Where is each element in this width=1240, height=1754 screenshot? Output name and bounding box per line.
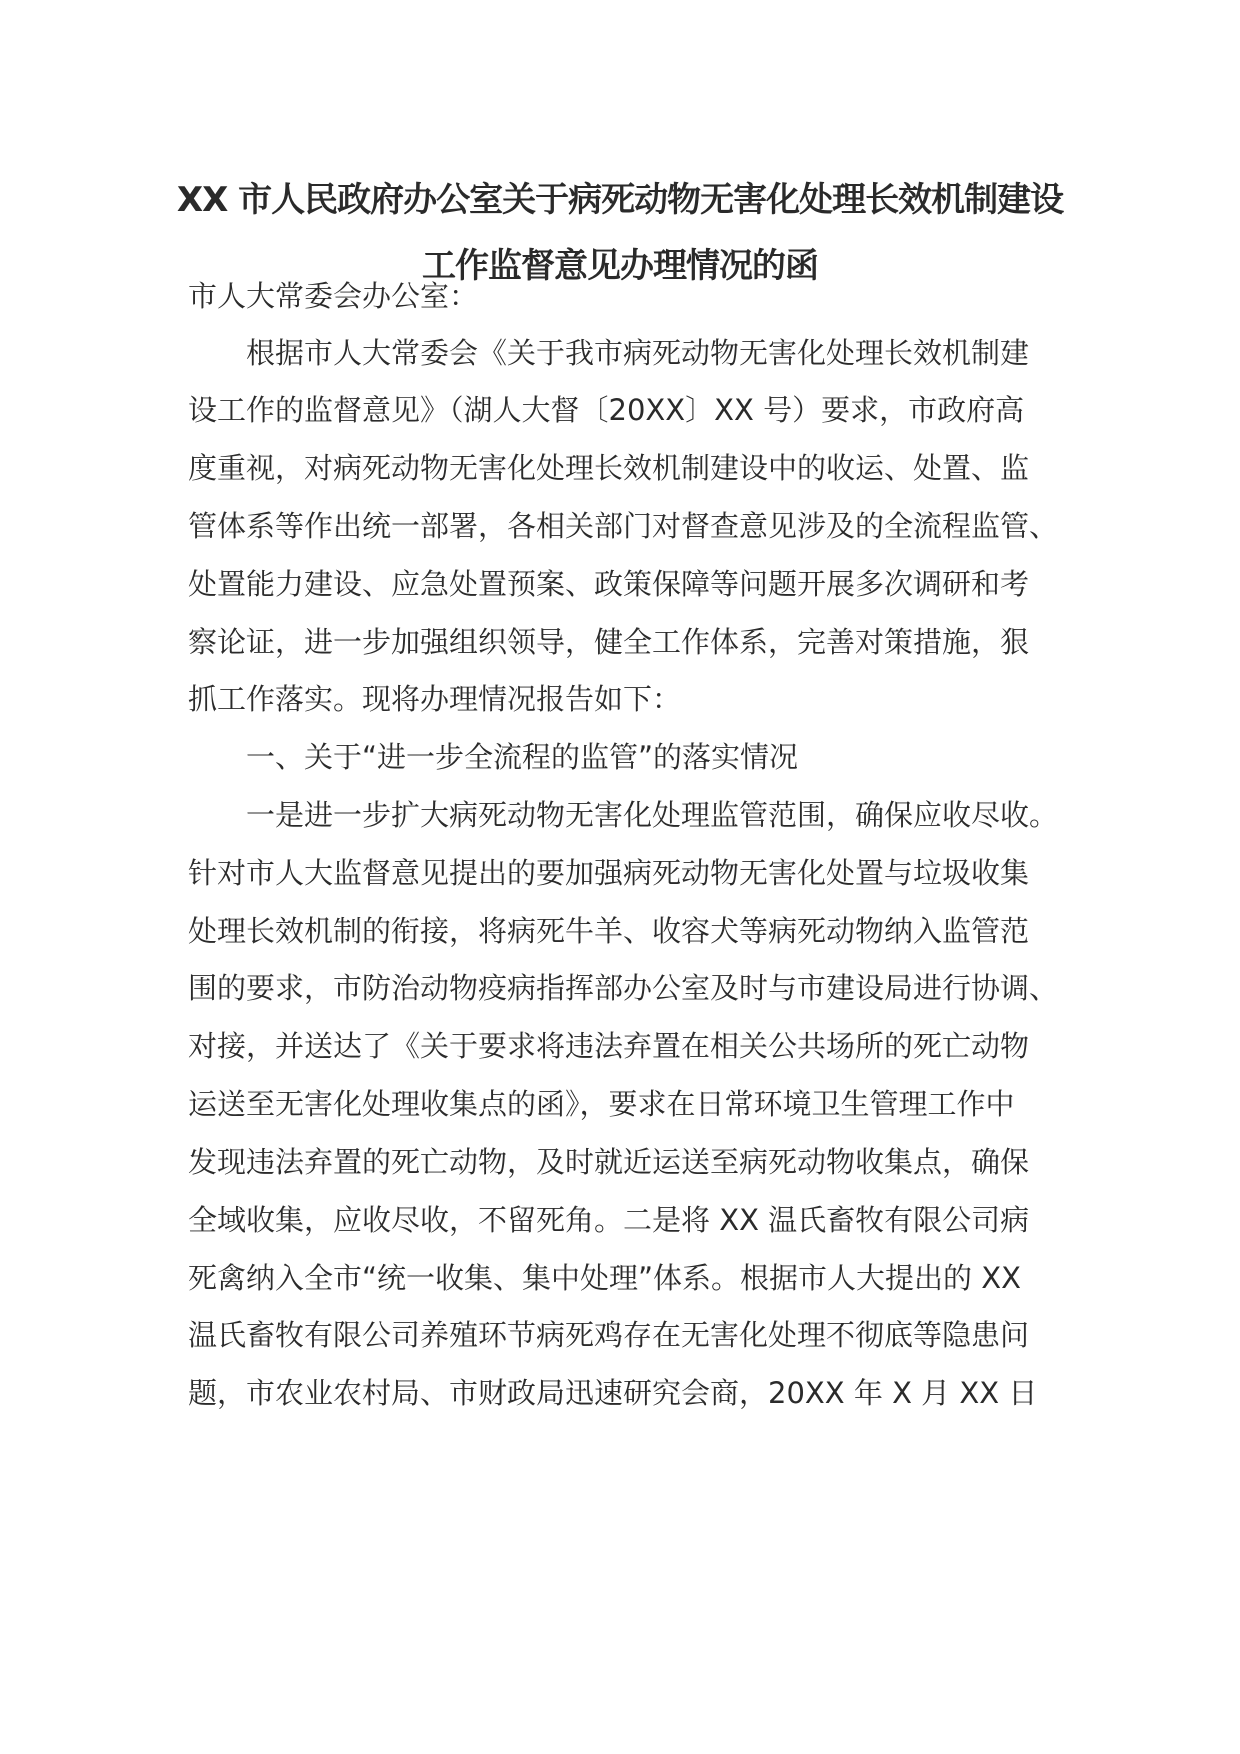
body-line: 度重视，对病死动物无害化处理长效机制建设中的收运、处置、监 bbox=[188, 451, 1030, 485]
document-title-line-2: 工作监督意见办理情况的函 bbox=[422, 246, 818, 286]
body-line: 发现违法弃置的死亡动物，及时就近运送至病死动物收集点，确保 bbox=[188, 1145, 1030, 1179]
body-line: 设工作的监督意见》（湖人大督〔20XX〕XX 号）要求，市政府高 bbox=[188, 393, 1025, 427]
body-line: 察论证，进一步加强组织领导，健全工作体系，完善对策措施，狠 bbox=[188, 625, 1030, 659]
salutation: 市人大常委会办公室： bbox=[188, 279, 479, 313]
body-line: 围的要求，市防治动物疫病指挥部办公室及时与市建设局进行协调、 bbox=[188, 971, 1059, 1005]
body-line: 抓工作落实。现将办理情况报告如下： bbox=[188, 682, 682, 716]
section-heading: 一、关于“进一步全流程的监管”的落实情况 bbox=[188, 740, 799, 774]
body-line: 管体系等作出统一部署，各相关部门对督查意见涉及的全流程监管、 bbox=[188, 509, 1059, 543]
body-line: 一是进一步扩大病死动物无害化处理监管范围，确保应收尽收。 bbox=[188, 798, 1059, 832]
body-line: 对接，并送达了《关于要求将违法弃置在相关公共场所的死亡动物 bbox=[188, 1029, 1030, 1063]
body-line: 处理长效机制的衔接，将病死牛羊、收容犬等病死动物纳入监管范 bbox=[188, 914, 1030, 948]
body-line: 全域收集，应收尽收，不留死角。二是将 XX 温氏畜牧有限公司病 bbox=[188, 1203, 1030, 1237]
body-line: 运送至无害化处理收集点的函》，要求在日常环境卫生管理工作中 bbox=[188, 1087, 1015, 1121]
document-title-line-1: XX 市人民政府办公室关于病死动物无害化处理长效机制建设 bbox=[176, 180, 1064, 220]
body-line: 针对市人大监督意见提出的要加强病死动物无害化处置与垃圾收集 bbox=[188, 856, 1030, 890]
body-line: 死禽纳入全市“统一收集、集中处理”体系。根据市人大提出的 XX bbox=[188, 1261, 1022, 1295]
body-line: 处置能力建设、应急处置预案、政策保障等问题开展多次调研和考 bbox=[188, 567, 1030, 601]
body-line: 温氏畜牧有限公司养殖环节病死鸡存在无害化处理不彻底等隐患问 bbox=[188, 1318, 1030, 1352]
body-line: 题，市农业农村局、市财政局迅速研究会商，20XX 年 X 月 XX 日 bbox=[188, 1376, 1038, 1410]
body-line: 根据市人大常委会《关于我市病死动物无害化处理长效机制建 bbox=[188, 336, 1030, 370]
